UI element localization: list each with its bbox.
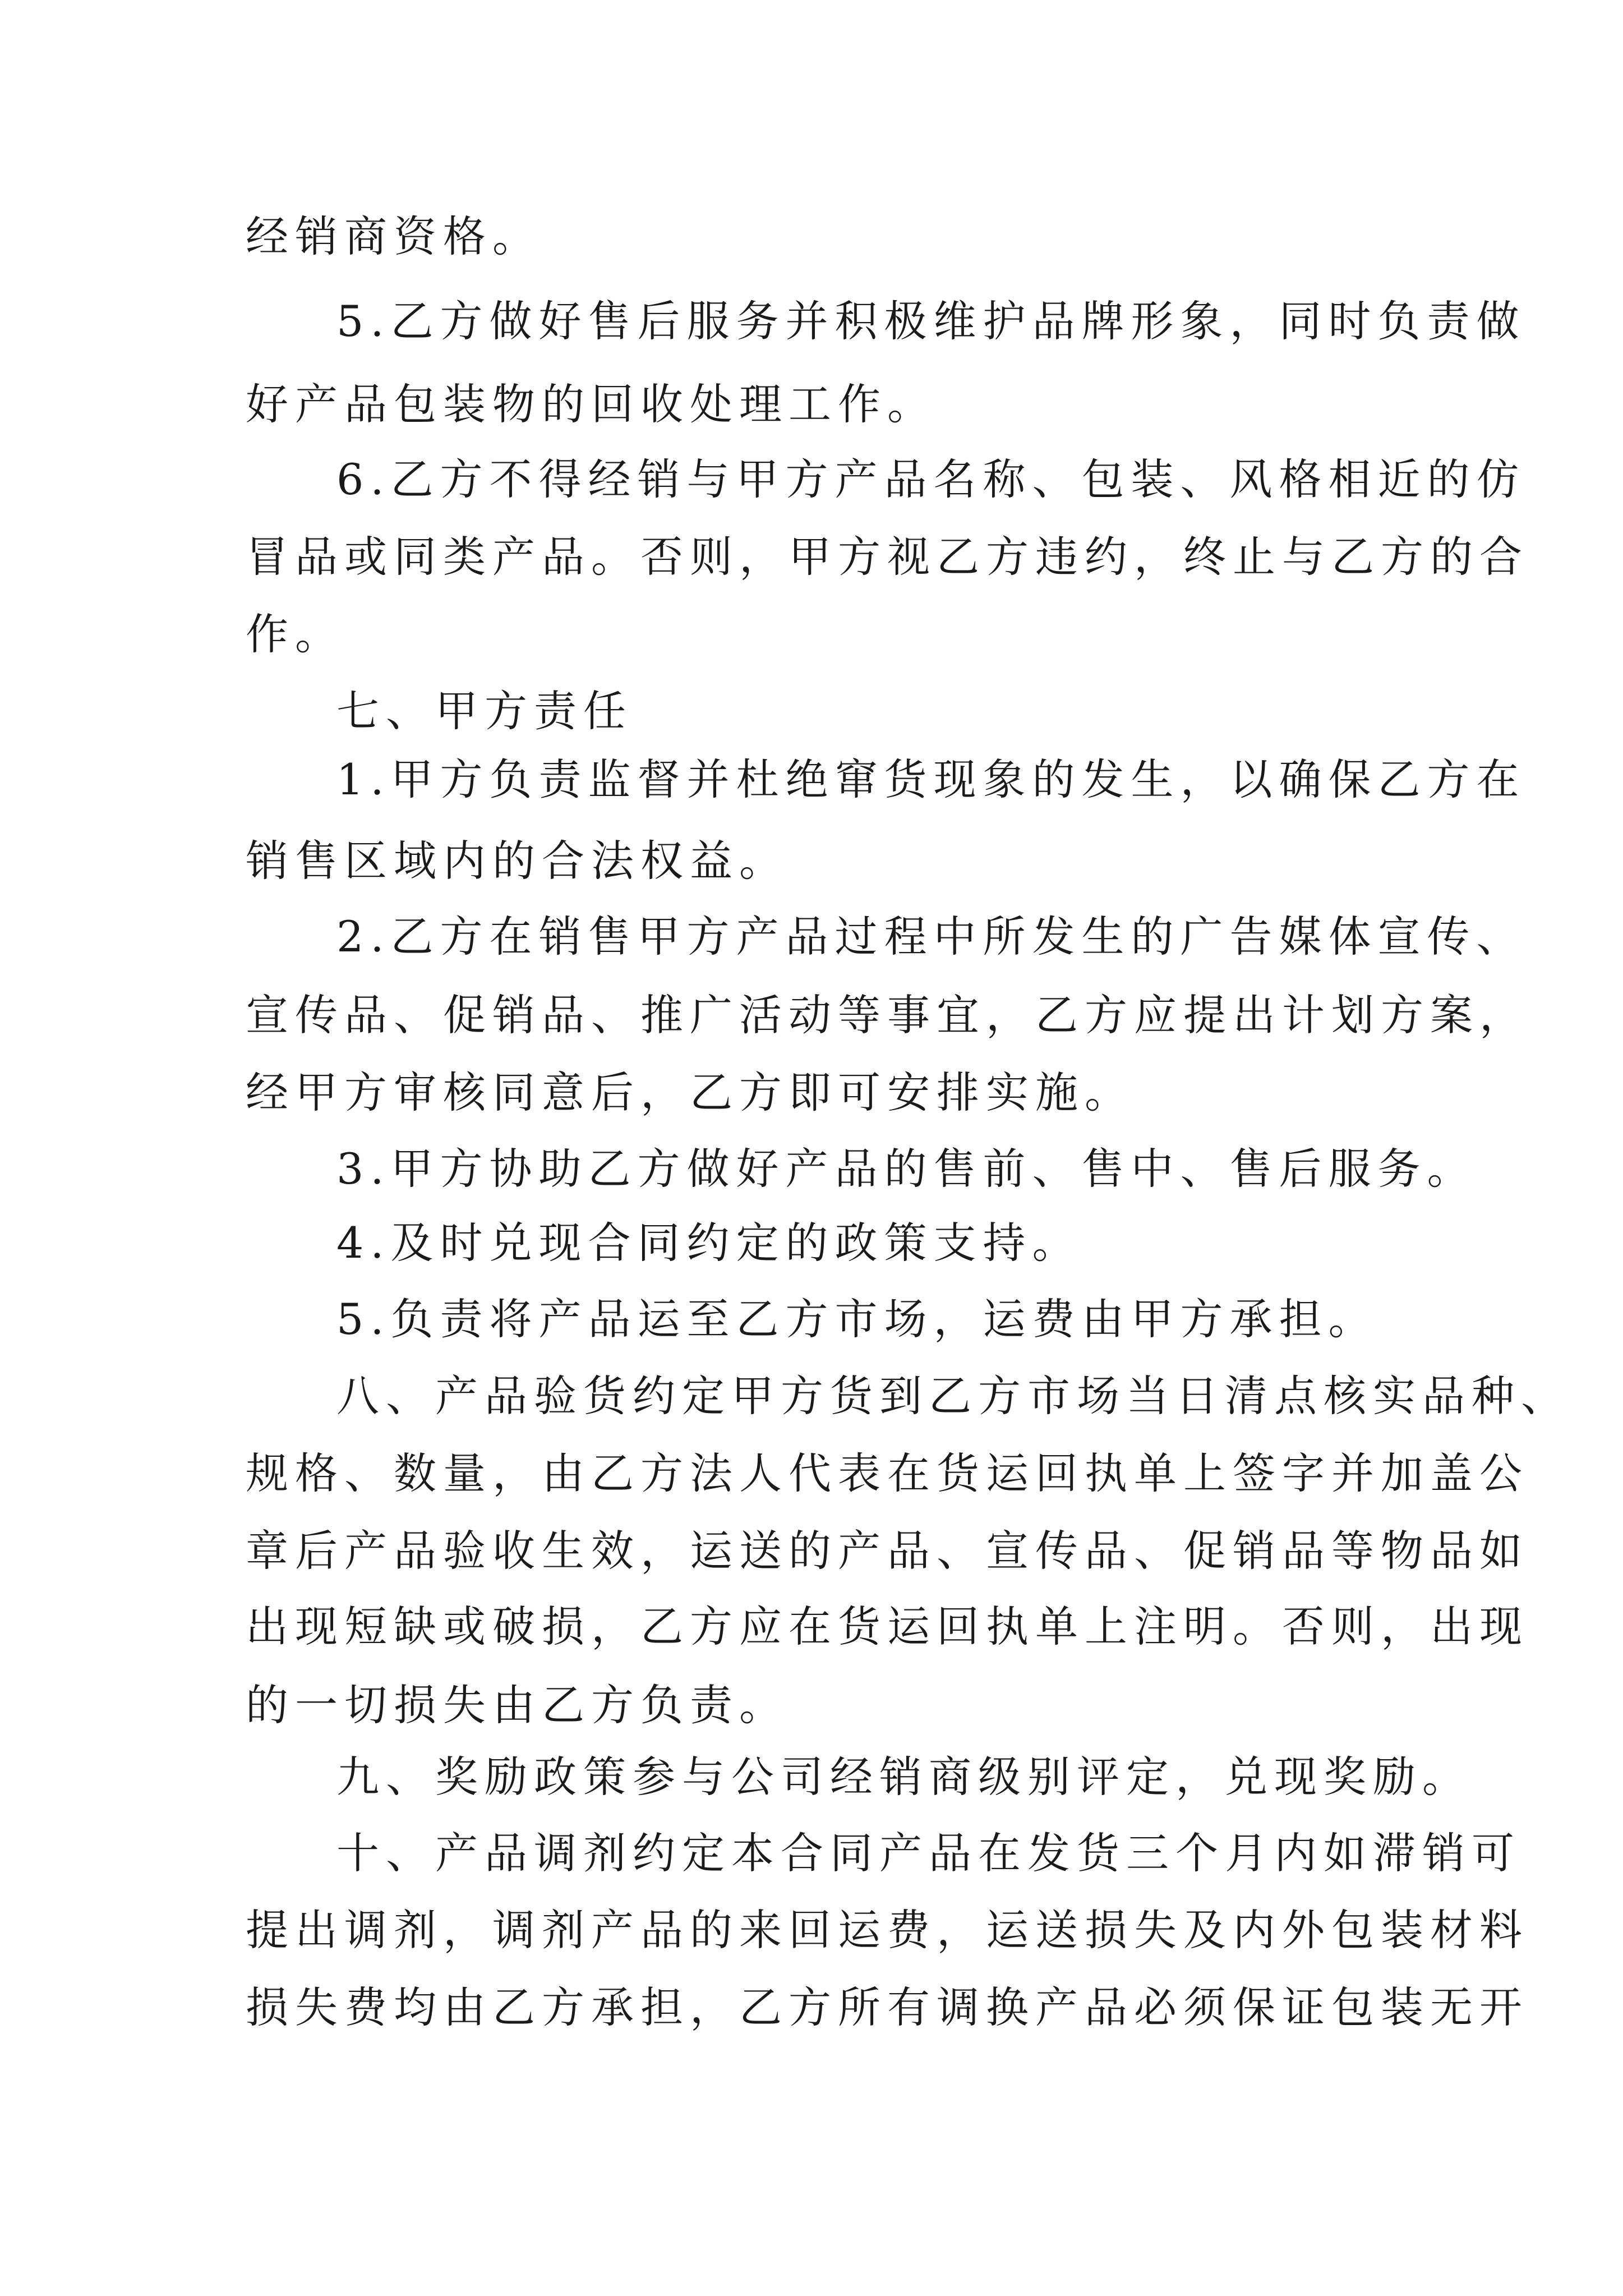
text-line: 经甲方审核同意后，乙方即可安排实施。	[246, 1068, 1134, 1117]
text-line: 规格、数量，由乙方法人代表在货运回执单上签字并加盖公	[246, 1448, 1529, 1498]
text-line: 4.及时兑现合同约定的政策支持。	[336, 1218, 1082, 1268]
text-line: 九、奖励政策参与公司经销商级别评定，兑现奖励。	[336, 1752, 1472, 1802]
text-line: 5.乙方做好售后服务并积极维护品牌形象，同时负责做	[336, 296, 1526, 346]
text-line: 作。	[246, 609, 344, 659]
text-line: 2.乙方在销售甲方产品过程中所发生的广告媒体宣传、	[336, 912, 1526, 961]
text-line: 出现短缺或破损，乙方应在货运回执单上注明。否则，出现	[246, 1602, 1529, 1651]
text-line: 5.负责将产品运至乙方市场，运费由甲方承担。	[336, 1294, 1378, 1344]
text-line: 十、产品调剂约定本合同产品在发货三个月内如滞销可	[336, 1828, 1521, 1878]
text-line: 八、产品验货约定甲方货到乙方市场当日清点核实品种、	[336, 1371, 1570, 1421]
text-line: 好产品包装物的回收处理工作。	[246, 379, 937, 429]
text-line: 的一切损失由乙方负责。	[246, 1680, 789, 1730]
text-line: 经销商资格。	[246, 211, 542, 261]
text-line: 1.甲方负责监督并杜绝窜货现象的发生，以确保乙方在	[336, 754, 1526, 804]
text-line: 章后产品验收生效，运送的产品、宣传品、促销品等物品如	[246, 1526, 1529, 1576]
text-line: 提出调剂，调剂产品的来回运费，运送损失及内外包装材料	[246, 1905, 1529, 1955]
text-line: 宣传品、促销品、推广活动等事宜，乙方应提出计划方案，	[246, 990, 1529, 1040]
text-line: 冒品或同类产品。否则，甲方视乙方违约，终止与乙方的合	[246, 532, 1529, 582]
text-line: 损失费均由乙方承担，乙方所有调换产品必须保证包装无开	[246, 1982, 1529, 2032]
section-heading: 七、甲方责任	[336, 686, 633, 736]
text-line: 3.甲方协助乙方做好产品的售前、售中、售后服务。	[336, 1144, 1477, 1194]
text-line: 销售区域内的合法权益。	[246, 836, 789, 886]
text-line: 6.乙方不得经销与甲方产品名称、包装、风格相近的仿	[336, 454, 1526, 504]
